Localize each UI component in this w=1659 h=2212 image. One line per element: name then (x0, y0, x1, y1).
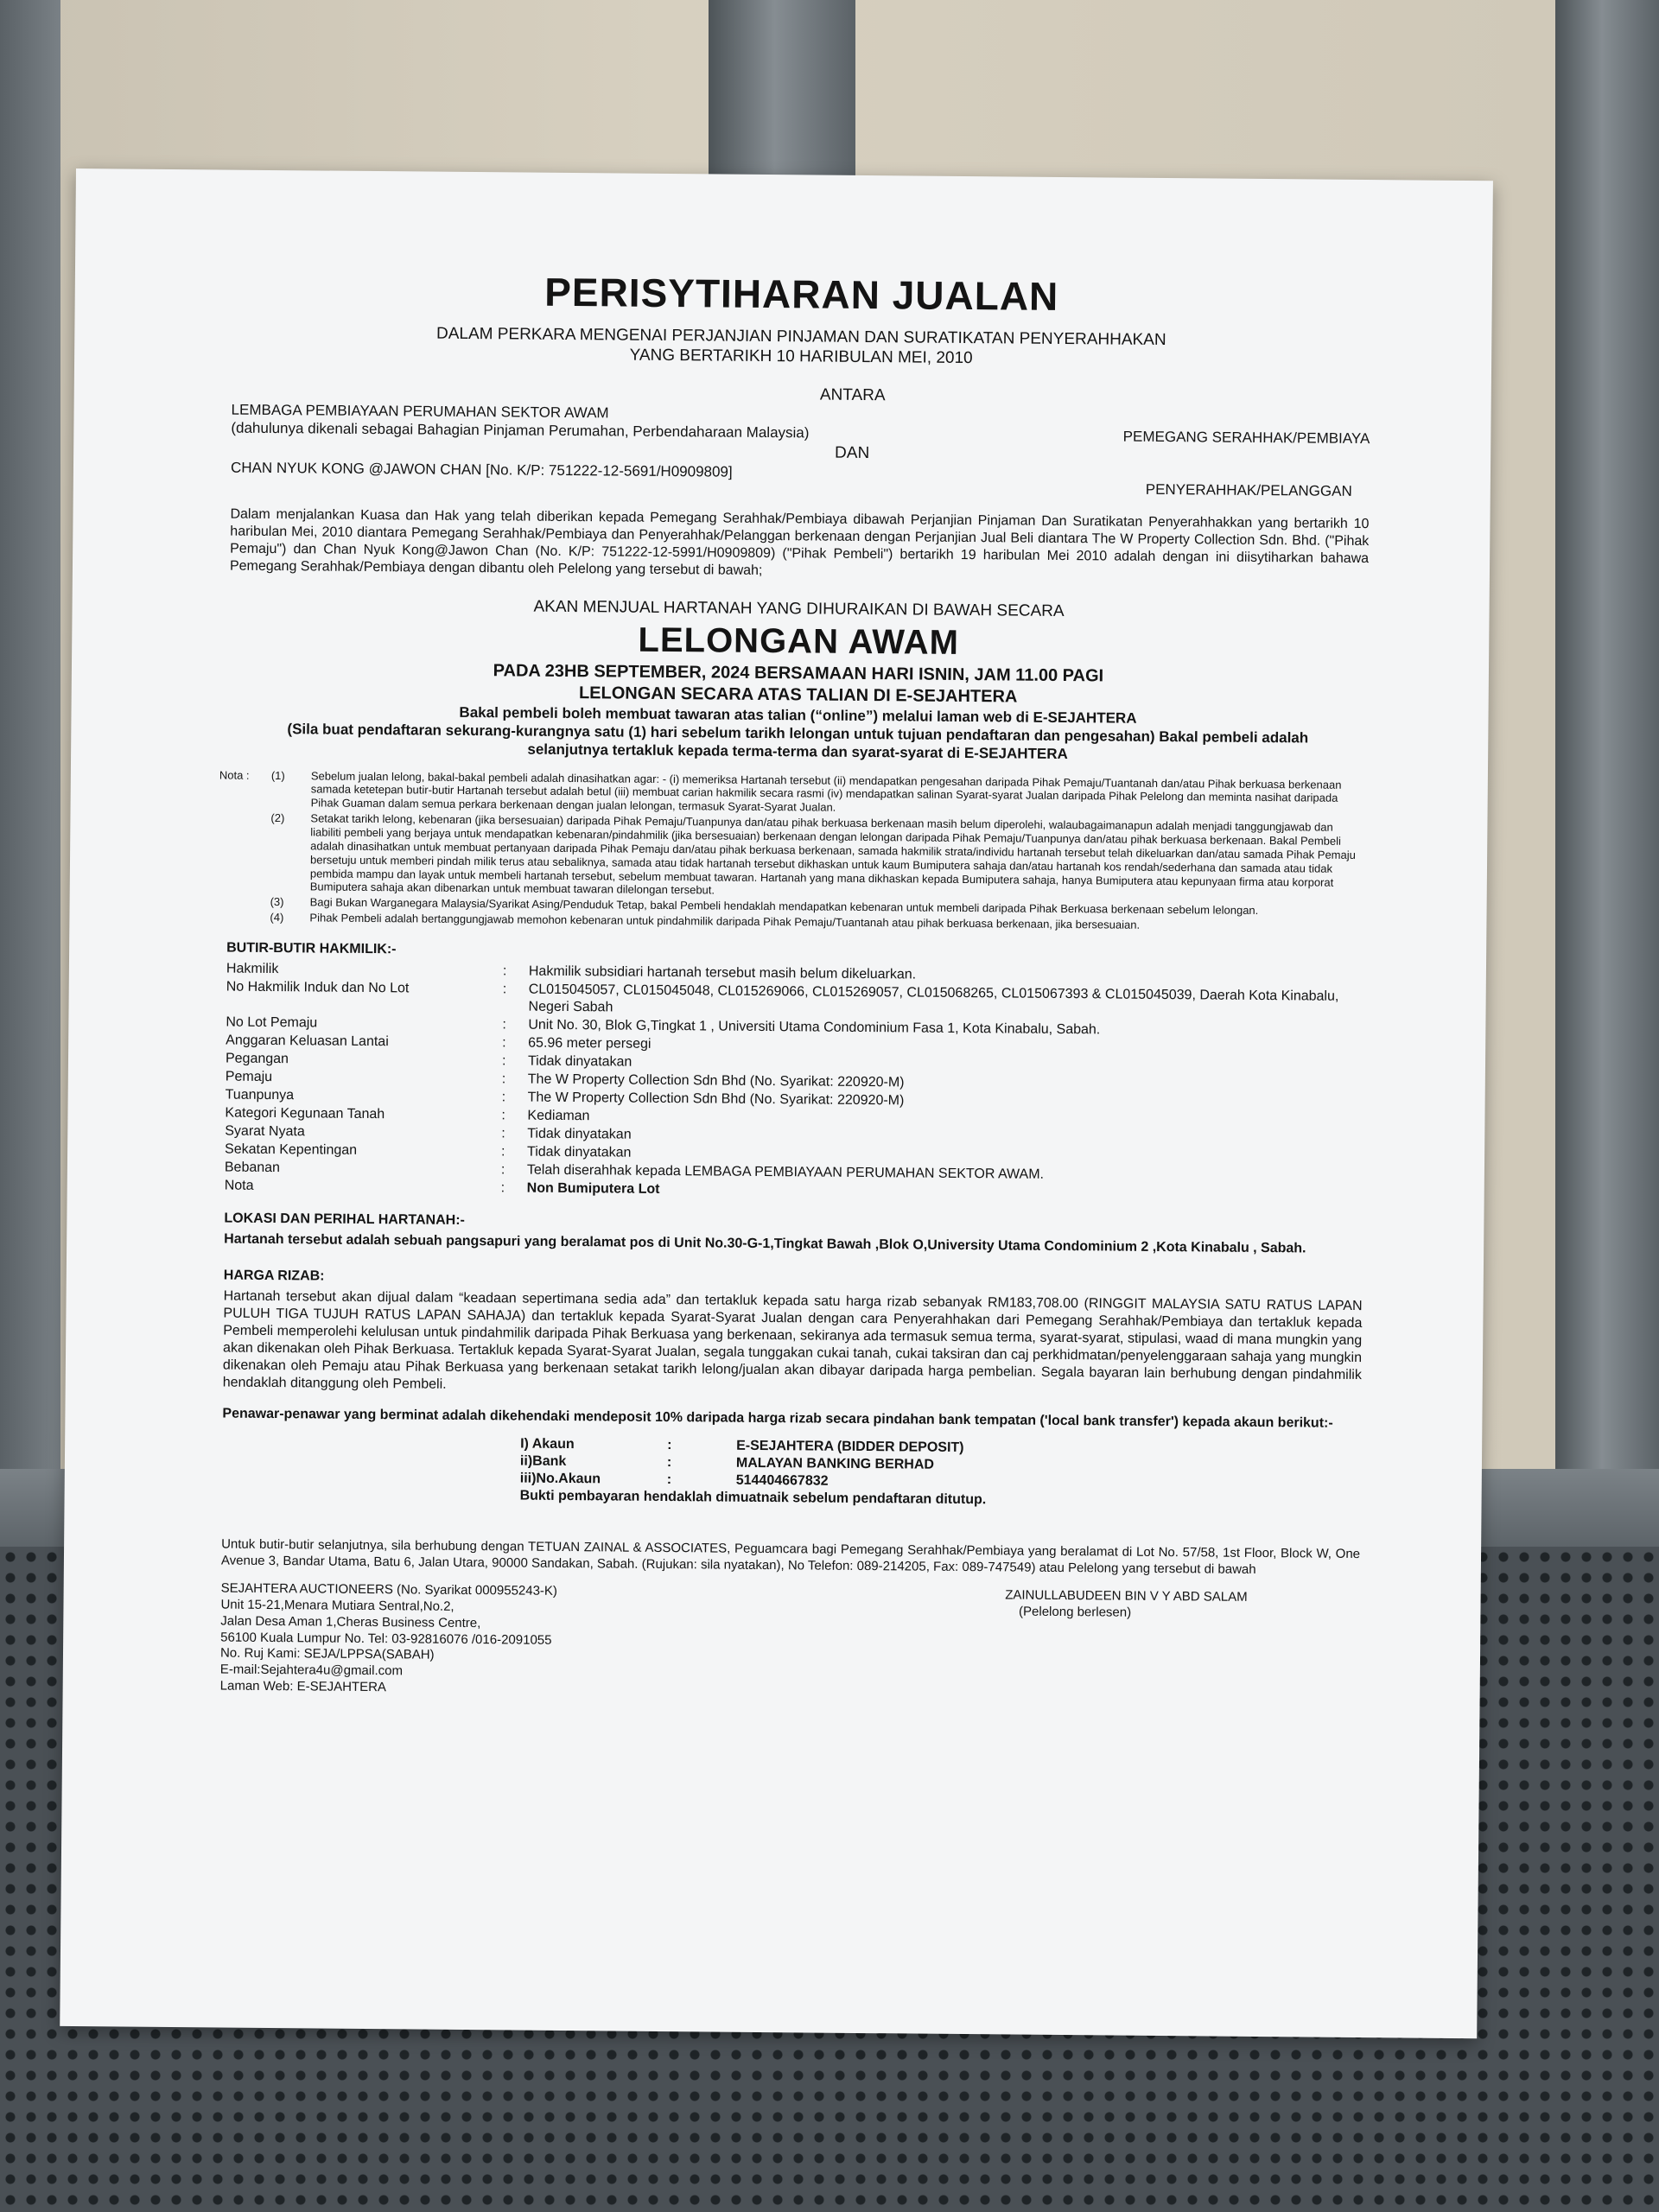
party-1-role: PEMEGANG SERAHHAK/PEMBIAYA (1122, 428, 1370, 447)
metal-bar-right (1555, 0, 1659, 1642)
party-2-role: PENYERAHHAK/PELANGGAN (1145, 480, 1352, 499)
doc-subtitle-2: YANG BERTARIKH 10 HARIBULAN MEI, 2010 (629, 346, 973, 368)
dan-label: DAN (835, 443, 870, 463)
note-item: Nota : (1) Sebelum jualan lelong, bakal-bakal pembeli adalah dinasihatkan agar: - (i) memeriksa Hartanah tersebut (ii) mendapatkan pengesahan daripada Pihak Pemaju/Tuantanah dan/atau Pihak berkuasa berkenaan samada ketetepan butir-butir Hartanah tersebut adalah betul (iii) membuat carian hakmilik secara rasmi (iv) mendapatkan salinan Syarat-syarat Jualan daripada Pihak Pelelong dan meminta nasihat daripada Pihak Guaman dalam semua perkara berkenaan dengan jualan lelongan, termasuk Syarat-Syarat Jualan. (219, 767, 1342, 814)
bidder-info-1: Bakal pembeli boleh membuat tawaran atas talian (“online”) melalui laman web di E-SEJAHTERA (459, 703, 1137, 727)
licensed-auctioneer (1004, 1588, 1248, 1704)
notice-paper (60, 168, 1493, 2038)
party-2-name: CHAN NYUK KONG @JAWON CHAN [No. K/P: 751222-12-5691/H0909809] (230, 459, 733, 480)
intro-paragraph: Dalam menjalankan Kuasa dan Hak yang telah diberikan kepada Pemegang Serahhak/Pembiaya dibawah Perjanjian Pinjaman Dan Suratikatan Penyerahhakkan yang bertarikh 10 haribulan Mei, 2010 diantara Pemegang Serahhak/Pembiaya dan Penyerahhak/Pelanggan berkenaan dengan Perjanjian Jual Beli diantara The W Property Collection Sdn. Bhd. ("Pihak Pemaju") dan Chan Nyuk Kong@Jawon Chan (No. K/P: 751222-12-5991/H0909809) ("Pihak Pembeli") bertarikh 19 haribulan Mei 2010 adalah dengan ini diisytiharkan bahawa Pemegang Serahhak/Pembiaya dengan dibantu oleh Pelelong yang tersebut di bawah; (229, 506, 1370, 578)
party-1-name: LEMBAGA PEMBIAYAAN PERUMAHAN SEKTOR AWAM (231, 401, 609, 422)
bank-account-details: I) Akaun : E-SEJAHTERA (BIDDER DEPOSIT) ii)Bank : MALAYAN BANKING BERHAD iii)No.Akaun : 514404667832 (519, 1436, 964, 1489)
bidder-info-2: (Sila buat pendaftaran sekurang-kurangnya satu (1) hari sebelum tarikh lelongan untuk tujuan pendaftaran dan pengesahan) Bakal pembeli adalah selanjutnya tertakluk kepada terma-terma dan syarat-syarat di E-SEJAHTERA (287, 721, 1309, 763)
doc-subtitle-1: DALAM PERKARA MENGENAI PERJANJIAN PINJAMAN DAN SURATIKATAN PENYERAHHAKAN (435, 324, 1166, 349)
left-pillar (0, 0, 60, 1642)
notes-section (218, 768, 1367, 934)
party-1-note: (dahulunya dikenali sebagai Bahagian Pinjaman Perumahan, Perbendaharaan Malaysia) (231, 419, 810, 442)
akan-menjual: AKAN MENJUAL HARTANAH YANG DIHURAIKAN DI BAWAH SECARA (533, 597, 1065, 620)
auctioneer-block: SEJAHTERA AUCTIONEERS (No. Syarikat 000955243-K) Unit 15-21,Menara Mutiara Sentral,No.2, Jalan Desa Aman 1,Cheras Business Centre, 56100 Kuala Lumpur No. Tel: 03-92816076 /016-2091055 No. Ruj Kami: SEJA/LPPSA(SABAH) E-mail:Sejahtera4u@gmail.com Laman Web: E-SEJAHTERA (219, 1580, 558, 1695)
auctioneer-role: (Pelelong berlesen) (1019, 1604, 1132, 1620)
note-item: (2) Setakat tarikh lelong, kebenaran (jika bersesuaian) daripada Pihak Pemaju/Tuanpunya dan/atau pihak berkuasa berkenaan masih belum diperolehi, walaubagaimanapun adalah menjadi tanggungjawab dan liabiliti pembeli yang berjaya untuk mendapatkan kebenaran/pindahmilik (jika bersesuaian) berkenaan dengan lelongan daripada Pihak Pemaju/Tuanpunya dan/atau pihak berkuasa berkenaan. Bakal Pembeli adalah dinasihatkan untuk membuat pertanyaan daripada Pihak Pemaju dan/atau pihak berkuasa berkenaan, samada hakmilik strata/individu hartanah tersebut telah dikeluarkan dan/atau samada Pihak Pemaju bersetuju untuk memberi pindah milik terus atau sebaliknya, samada atau tidak hartanah tersebut dikhaskan untuk kaum Bumiputera sahaja dan/atau hartanah kos rendah/sederhana dan samada atau tidak pembida mampu dan layak untuk membeli hartanah tersebut, sebelum membuat tawaran. Hartanah yang mana dikhaskan kepada Bumiputera sahaja, hanya Bumiputera atau kepunyaan firma atau korporat Bumiputera sahaja akan dibenarkan untuk membuat tawaran dilelongan tersebut. (270, 811, 1356, 897)
auctioneer-name: ZAINULLABUDEEN BIN V Y ABD SALAM (1005, 1587, 1248, 1605)
header (232, 265, 1371, 372)
reserve-price-text: Hartanah tersebut akan dijual dalam “keadaan sepertimana sedia ada” dan tertakluk kepada satu harga rizab sebanyak RM183,708.00 (RINGGIT MALAYSIA SATU RATUS LAPAN PULUH TIGA TUJUH RATUS LAPAN SAHAJA) dan tertakluk kepada Syarat-Syarat Jualan dengan cara Penyerahhakan dari Pemegang Serahhak/Pembiaya dan tertakluk kepada Pembeli memperolehi kelulusan untuk pindahmilik daripada Pihak Berkuasa yang berkenaan, sekiranya ada termasuk semua terma, syarat-syarat, stipulasi, waad di mana mungkin yang akan dikenakan oleh Pihak Berkuasa. Tertakluk kepada Syarat-Syarat Jualan, segala tunggakan cukai tanah, cukai taksiran dan caj perkhidmatan/penyelenggaraan sahaja yang mungkin dikenakan oleh Pemaju atau Pihak Berkuasa yang berkenaan setakat tarikh lelong/jualan akan dibayar daripada harga pembelian. Segala bayaran lain berhubung dengan pindahmilik hendaklah ditanggung oleh Pembeli. (222, 1288, 1363, 1392)
online-auction: LELONGAN SECARA ATAS TALIAN DI E-SEJAHTERA (578, 683, 1018, 707)
location-text: Hartanah tersebut adalah sebuah pangsapuri yang beralamat pos di Unit No.30-G-1,Tingkat Bawah ,Blok O,University Utama Condominium 2 ,Kota Kinabalu , Sabah. (224, 1231, 1306, 1256)
auction-date: PADA 23HB SEPTEMBER, 2024 BERSAMAAN HARI ISNIN, JAM 11.00 PAGI (493, 660, 1104, 686)
lelongan-awam: LELONGAN AWAM (638, 620, 960, 662)
deposit-text: Penawar-penawar yang berminat adalah dikehendaki mendeposit 10% daripada harga rizab secara pindahan bank tempatan ('local bank transfer') kepada akaun berikut:- (222, 1406, 1333, 1431)
contact-paragraph: Untuk butir-butir selanjutnya, sila berhubung dengan TETUAN ZAINAL & ASSOCIATES, Peguamcara bagi Pemegang Serahhak/Pembiaya yang beralamat di Lot No. 57/58, 1st Floor, Block W, One Avenue 3, Bandar Utama, Batu 6, Jalan Utara, 90000 Sandakan, Sabah. (Rujukan: sila nyatakan), No Telefon: 089-214205, Fax: 089-747549) atau Pelelong yang tersebut di bawah (220, 1536, 1361, 1577)
sale-heading (228, 594, 1369, 766)
nota-label: Nota : (219, 767, 250, 782)
antara-label: ANTARA (819, 385, 886, 405)
footer (220, 1581, 1360, 1705)
note-item: (3) Bagi Bukan Warganegara Malaysia/Syarikat Asing/Penduduk Tetap, bakal Pembeli hendaklah mendapatkan kebenaran untuk membeli daripada Pihak Berkuasa berkenaan sebelum lelongan. (270, 895, 1259, 918)
note-item: (4) Pihak Pembeli adalah bertanggungjawab memohon kebenaran untuk pindahmilik daripada Pihak Pemaju/Tuantanah atau pihak berkuasa berkenaan, jika bersesuaian. (270, 911, 1141, 931)
payment-proof: Bukti pembayaran hendaklah dimuatnaik sebelum pendaftaran ditutup. (519, 1488, 987, 1508)
location-heading: LOKASI DAN PERIHAL HARTANAH:- (224, 1211, 465, 1228)
title-details: Hakmilik : Hakmilik subsidiari hartanah tersebut masih belum dikeluarkan. No Hakmilik Induk dan No Lot : CL015045057, CL015045048, CL015269066, CL015269057, CL015068265, CL015067393 & CL015045039, Daerah Kota Kinabalu, Negeri Sabah No Lot Pemaju : Unit No. 30, Blok G,Tingkat 1 , Universiti Utama Condominium Fasa 1, Kota Kinabalu, Sabah. Anggaran Keluasan Lantai : 65.96 meter persegi Pegangan : Tidak dinyatakan Pemaju : The W Property Collection Sdn Bhd (No. Syarikat: 220920-M) Tuanpunya : The W Property Collection Sdn Bhd (No. Syarikat: 220920-M) Kategori Kegunaan Tanah : Kediaman Syarat Nyata : Tidak dinyatakan Sekatan Kepentingan : Tidak dinyatakan Bebanan : Telah diserahhak kepada LEMBAGA PEMBIAYAAN PERUMAHAN SEKTOR AWAM. Nota : Non Bumiputera Lot (224, 961, 1339, 1197)
reserve-price-heading: HARGA RIZAB: (223, 1268, 325, 1284)
doc-title: PERISYTIHARAN JUALAN (544, 269, 1059, 319)
title-details-heading: BUTIR-BUTIR HAKMILIK:- (226, 940, 397, 957)
